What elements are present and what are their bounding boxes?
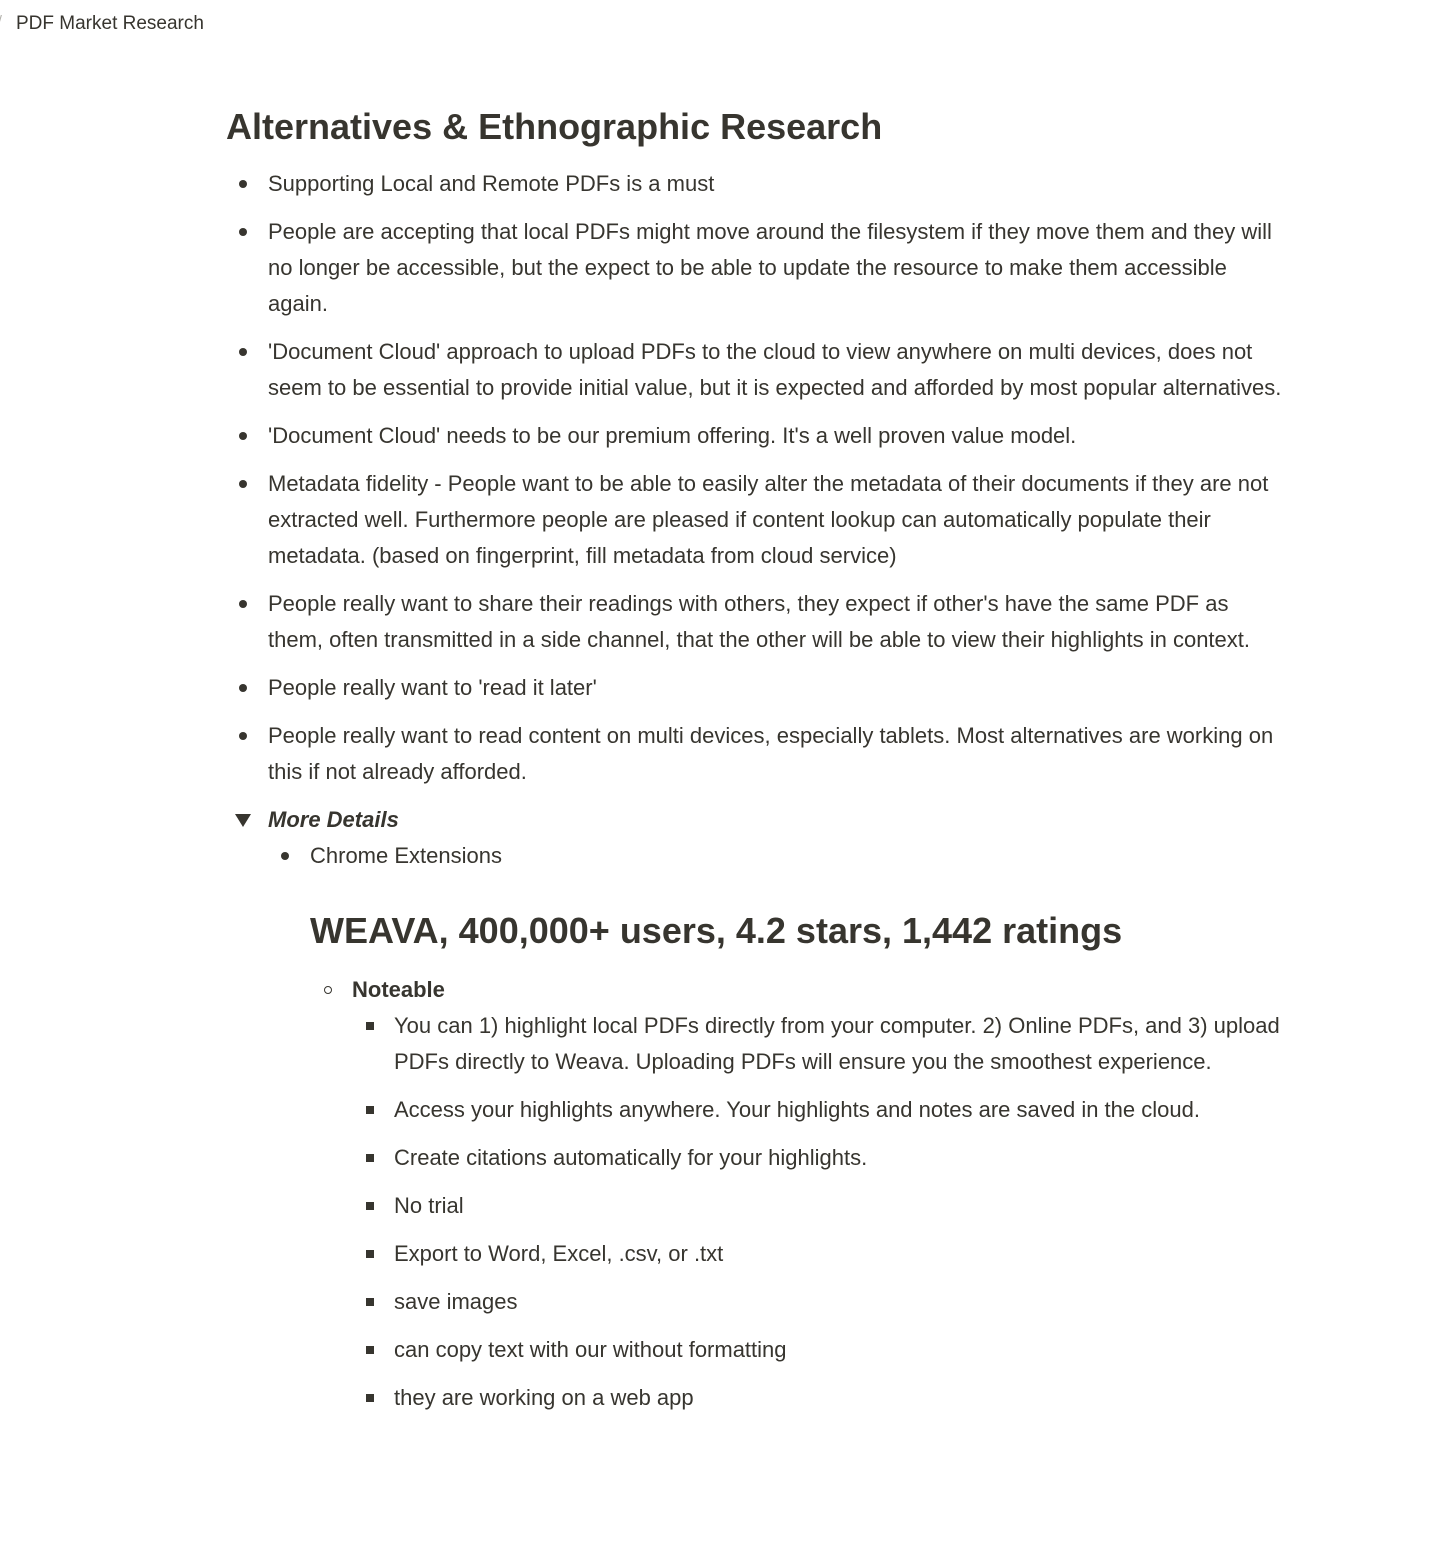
breadcrumb-page-title[interactable]: PDF Market Research bbox=[16, 13, 204, 34]
toggle-label[interactable]: More Details bbox=[268, 807, 399, 832]
breadcrumb-separator bbox=[0, 12, 2, 28]
list-item-text: People really want to 'read it later' bbox=[268, 675, 597, 700]
list-item-text: they are working on a web app bbox=[394, 1385, 694, 1410]
list-item-text: Metadata fidelity - People want to be able to easily alter the metadata of their documents if they are not extracted well. Furthermore people are pleased if content lookup can automatically populate their metadata. (based on fingerprint, fill metadata from cloud service) bbox=[268, 471, 1269, 568]
list-item bbox=[352, 1188, 1286, 1224]
list-item-text: People really want to read content on multi devices, especially tablets. Most alternatives are working on this if not already afforded. bbox=[268, 723, 1274, 784]
bullet-dot bbox=[226, 586, 258, 622]
list-item bbox=[226, 718, 1286, 790]
list-item bbox=[352, 1380, 1286, 1416]
bullet-dot bbox=[226, 670, 258, 706]
list-item-text: Access your highlights anywhere. Your highlights and notes are saved in the cloud. bbox=[394, 1097, 1200, 1122]
list-item bbox=[226, 334, 1286, 406]
list-item-text: save images bbox=[394, 1289, 518, 1314]
bullet-dot bbox=[226, 718, 258, 754]
bullet-dot bbox=[226, 418, 258, 454]
list-item bbox=[352, 1236, 1286, 1272]
bullet-dot bbox=[226, 466, 258, 502]
list-item bbox=[352, 1284, 1286, 1320]
noteable-label: Noteable bbox=[352, 977, 445, 1002]
toggle-button[interactable] bbox=[226, 802, 258, 838]
list-item bbox=[352, 1140, 1286, 1176]
list-item bbox=[226, 670, 1286, 706]
bullet-dot bbox=[226, 214, 258, 250]
bullet-dot bbox=[268, 838, 300, 874]
list-item bbox=[226, 166, 1286, 202]
list-item-text: Create citations automatically for your highlights. bbox=[394, 1145, 868, 1170]
list-item bbox=[226, 466, 1286, 574]
list-item-text: People really want to share their readings with others, they expect if other's have the same PDF as them, often transmitted in a side channel, that the other will be able to view their highlights in context. bbox=[268, 591, 1250, 652]
list-item-text: Supporting Local and Remote PDFs is a must bbox=[268, 171, 715, 196]
list-item-text: can copy text with our without formatting bbox=[394, 1337, 787, 1362]
list-item-text: Export to Word, Excel, .csv, or .txt bbox=[394, 1241, 724, 1266]
list-item bbox=[310, 972, 1286, 1416]
noteable-items bbox=[352, 1008, 1286, 1416]
list-item bbox=[352, 1008, 1286, 1080]
list-item bbox=[268, 838, 1286, 1416]
triangle-down-icon bbox=[235, 814, 251, 827]
list-item bbox=[352, 1092, 1286, 1128]
bullet-square bbox=[352, 1236, 384, 1272]
list-item bbox=[352, 1332, 1286, 1368]
page-content bbox=[226, 100, 1286, 1428]
list-item bbox=[226, 586, 1286, 658]
bullet-dot bbox=[226, 334, 258, 370]
noteable-list bbox=[310, 972, 1286, 1416]
list-item bbox=[226, 418, 1286, 454]
bullet-circle bbox=[310, 972, 342, 1008]
toggle-content bbox=[268, 838, 1286, 1416]
bullet-square bbox=[352, 1008, 384, 1044]
list-item-text: 'Document Cloud' approach to upload PDFs to the cloud to view anywhere on multi devices, does not seem to be essential to provide initial value, but it is expected and afforded by most popular alternatives. bbox=[268, 339, 1282, 400]
section-heading: Alternatives & Ethnographic Research bbox=[226, 106, 883, 147]
bullet-dot bbox=[226, 166, 258, 202]
bullet-square bbox=[352, 1188, 384, 1224]
bullet-square bbox=[352, 1140, 384, 1176]
list-item-text: Chrome Extensions bbox=[310, 843, 502, 868]
bullet-square bbox=[352, 1092, 384, 1128]
list-item-text: No trial bbox=[394, 1193, 464, 1218]
top-bar bbox=[0, 0, 1446, 48]
list-item-text: You can 1) highlight local PDFs directly from your computer. 2) Online PDFs, and 3) upload PDFs directly to Weava. Uploading PDFs will ensure you the smoothest experience. bbox=[394, 1013, 1280, 1074]
product-heading: WEAVA, 400,000+ users, 4.2 stars, 1,442 ratings bbox=[310, 910, 1123, 951]
bullet-square bbox=[352, 1380, 384, 1416]
list-item bbox=[226, 214, 1286, 322]
list-item-text: 'Document Cloud' needs to be our premium offering. It's a well proven value model. bbox=[268, 423, 1077, 448]
toggle-block bbox=[226, 802, 1286, 1416]
findings-list bbox=[226, 166, 1286, 1416]
bullet-square bbox=[352, 1284, 384, 1320]
list-item-text: People are accepting that local PDFs might move around the filesystem if they move them and they will no longer be accessible, but the expect to be able to update the resource to make them accessible again. bbox=[268, 219, 1272, 316]
bullet-square bbox=[352, 1332, 384, 1368]
